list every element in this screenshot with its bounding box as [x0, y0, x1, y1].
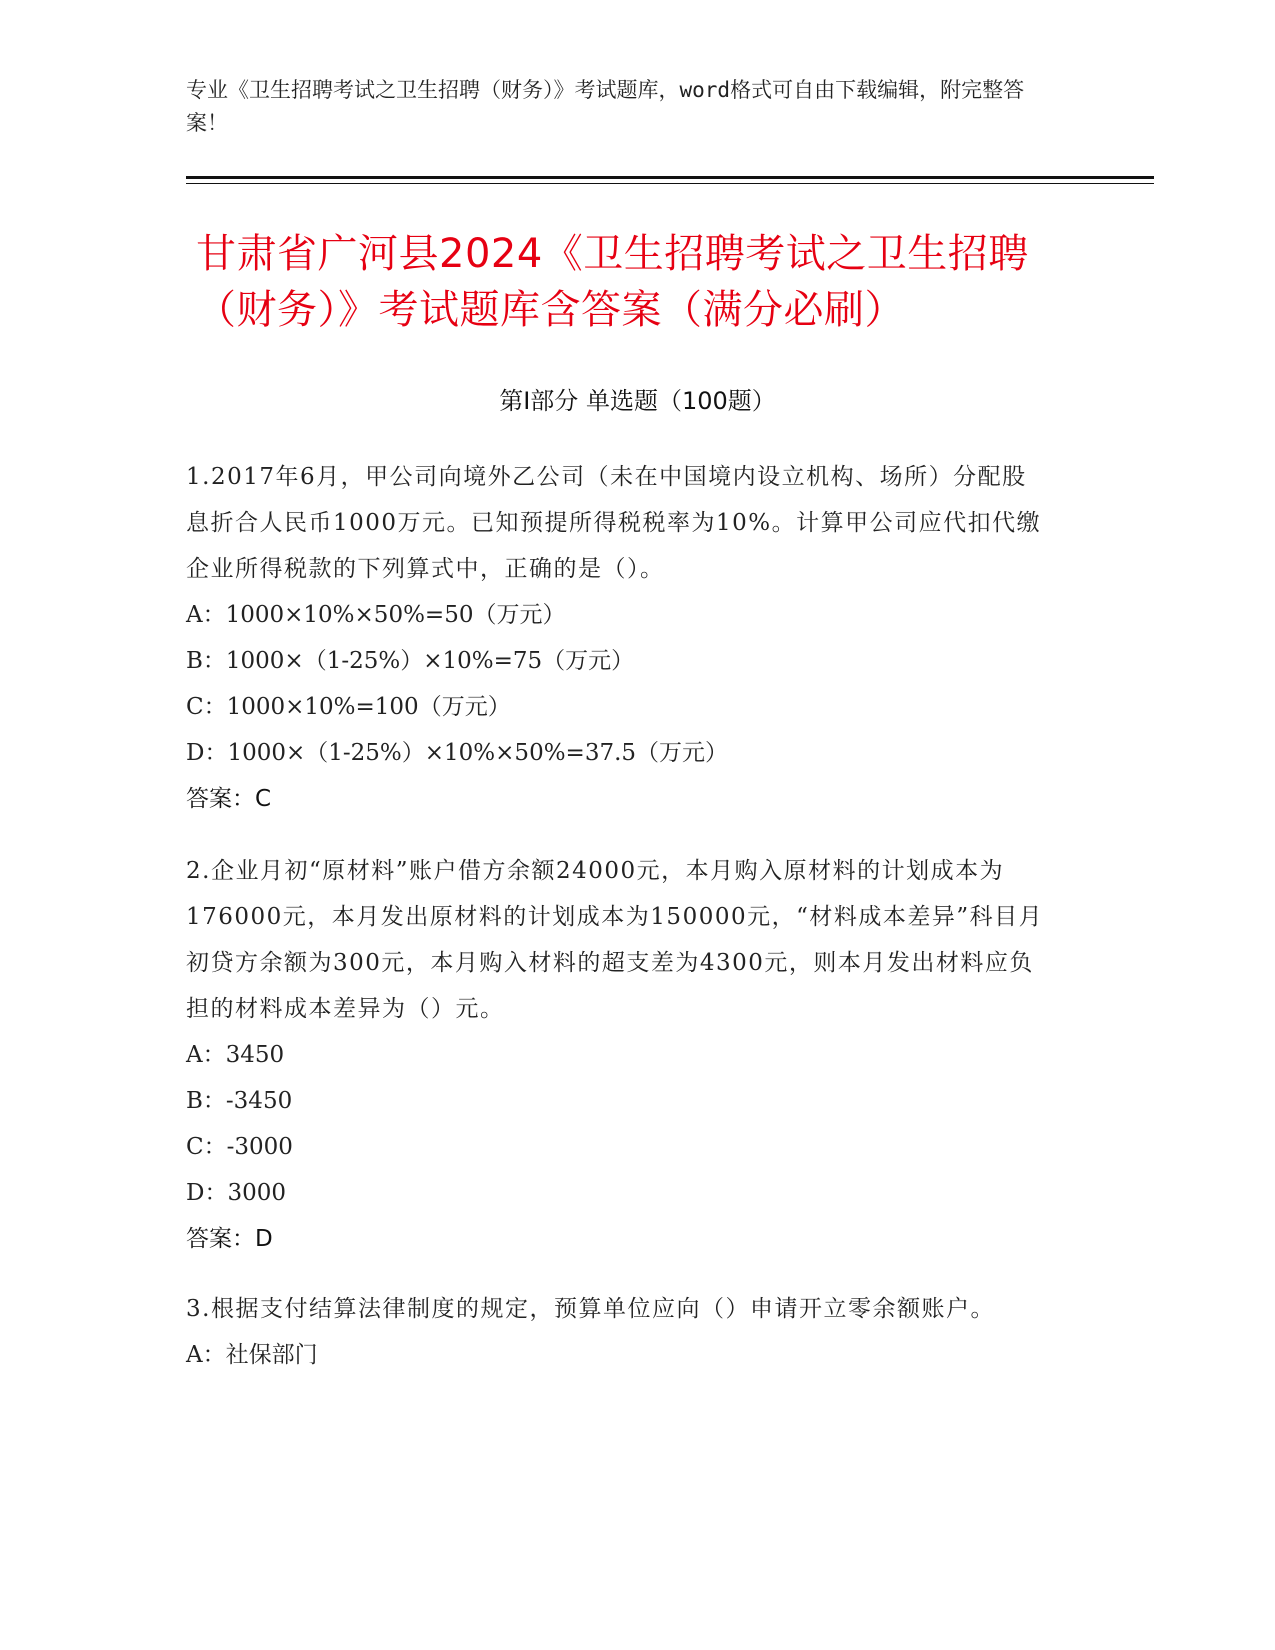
option-c: C：1000×10%=100（万元）: [186, 694, 511, 720]
option-b: B：-3450: [186, 1088, 293, 1114]
question-3: [186, 1286, 1046, 1378]
question-stem: 3.根据支付结算法律制度的规定，预算单位应向（）申请开立零余额账户。: [186, 1296, 995, 1322]
header-divider-thick: [186, 176, 1154, 179]
answer: 答案：C: [186, 786, 272, 812]
option-a: A：3450: [186, 1042, 285, 1068]
header-note: 专业《卫生招聘考试之卫生招聘（财务）》考试题库，word格式可自由下载编辑，附完整答案！: [186, 78, 1025, 135]
option-d: D：1000×（1-25%）×10%×50%=37.5（万元）: [186, 740, 729, 766]
document-title: 甘肃省广河县2024《卫生招聘考试之卫生招聘（财务）》考试题库含答案（满分必刷）: [196, 231, 1029, 333]
question-stem: 1.2017年6月，甲公司向境外乙公司（未在中国境内设立机构、场所）分配股息折合人民币1000万元。已知预提所得税税率为10%。计算甲公司应代扣代缴企业所得税款的下列算式中，正确的是（）。: [186, 464, 1042, 582]
question-1: [186, 454, 1046, 822]
option-a: A：1000×10%×50%=50（万元）: [186, 602, 566, 628]
question-stem: 2.企业月初“原材料”账户借方余额24000元，本月购入原材料的计划成本为176000元，本月发出原材料的计划成本为150000元，“材料成本差异”科目月初贷方余额为300元，本月购入材料的超支差为4300元，则本月发出材料应负担的材料成本差异为（）元。: [186, 858, 1044, 1022]
question-2: [186, 848, 1046, 1262]
option-b: B：1000×（1-25%）×10%=75（万元）: [186, 648, 635, 674]
option-c: C：-3000: [186, 1134, 293, 1160]
option-a: A：社保部门: [186, 1342, 318, 1368]
answer: 答案：D: [186, 1226, 273, 1252]
option-d: D：3000: [186, 1180, 286, 1206]
section-title: 第I部分 单选题（100题）: [499, 387, 776, 415]
header-divider-thin: [186, 183, 1154, 184]
